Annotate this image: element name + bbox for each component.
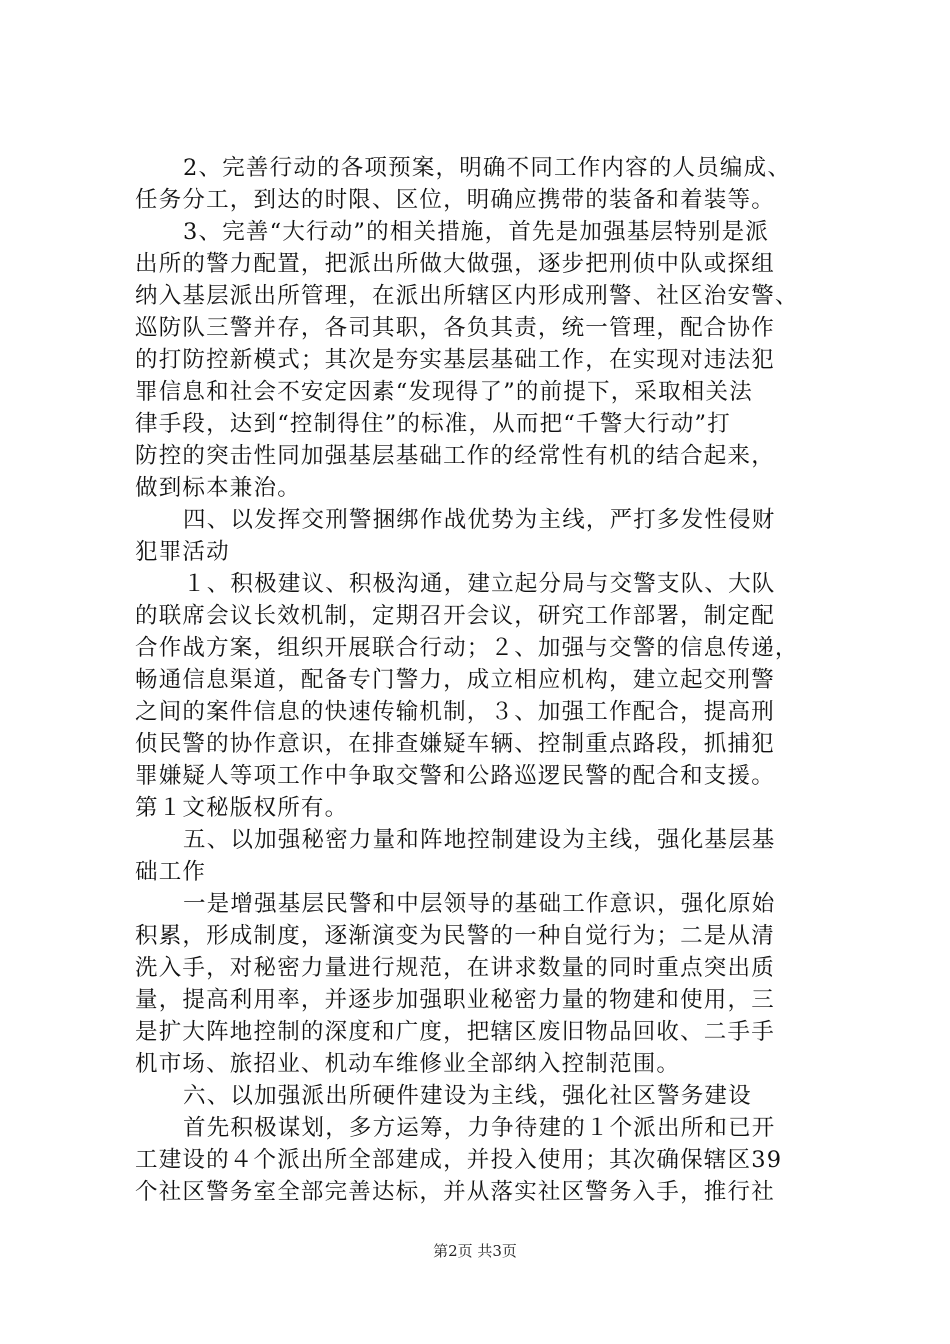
text-line: 一是增强基层民警和中层领导的基础工作意识，强化原始 <box>183 891 776 917</box>
page-footer: 第2页 共3页 <box>433 1242 517 1260</box>
text-line: 第１文秘版权所有。 <box>135 795 349 821</box>
text-line: 五、以加强秘密力量和阵地控制建设为主线，强化基层基 <box>183 827 776 853</box>
document-body <box>135 152 835 1208</box>
text-line: 首先积极谋划，多方运筹，力争待建的１个派出所和已开 <box>183 1115 776 1141</box>
text-line: 罪嫌疑人等项工作中争取交警和公路巡逻民警的配合和支援。 <box>135 763 775 789</box>
text-line: 工建设的４个派出所全部建成，并投入使用；其次确保辖区39 <box>135 1147 783 1173</box>
text-line: 个社区警务室全部完善达标，并从落实社区警务入手，推行社 <box>135 1179 775 1205</box>
text-line: 积累，形成制度，逐渐演变为民警的一种自觉行为；二是从清 <box>135 923 775 949</box>
text-line: 防控的突击性同加强基层基础工作的经常性有机的结合起来， <box>135 443 775 469</box>
text-line: 的联席会议长效机制，定期召开会议，研究工作部署，制定配 <box>135 603 775 629</box>
text-line: 是扩大阵地控制的深度和广度，把辖区废旧物品回收、二手手 <box>135 1019 775 1045</box>
text-line: １、积极建议、积极沟通，建立起分局与交警支队、大队 <box>183 571 776 597</box>
text-line: 3、完善“大行动”的相关措施，首先是加强基层特别是派 <box>183 219 770 245</box>
text-line: 纳入基层派出所管理，在派出所辖区内形成刑警、社区治安警、 <box>135 283 799 309</box>
text-line: 机市场、旅招业、机动车维修业全部纳入控制范围。 <box>135 1051 681 1077</box>
text-line: 畅通信息渠道，配备专门警力，成立相应机构，建立起交刑警 <box>135 667 775 693</box>
text-line: 出所的警力配置，把派出所做大做强，逐步把刑侦中队或探组 <box>135 251 775 277</box>
text-line: 础工作 <box>135 859 207 885</box>
text-line: 2、完善行动的各项预案，明确不同工作内容的人员编成、 <box>183 155 792 181</box>
text-line: 巡防队三警并存，各司其职，各负其责，统一管理，配合协作 <box>135 315 775 341</box>
text-line: 做到标本兼治。 <box>135 475 301 501</box>
text-line: 任务分工，到达的时限、区位，明确应携带的装备和着装等。 <box>135 187 775 213</box>
text-line: 四、以发挥交刑警捆绑作战优势为主线，严打多发性侵财 <box>183 507 776 533</box>
text-line: 罪信息和社会不安定因素“发现得了”的前提下，采取相关法 <box>135 379 753 405</box>
text-line: 犯罪活动 <box>135 539 230 565</box>
text-line: 合作战方案，组织开展联合行动；２、加强与交警的信息传递， <box>135 635 799 661</box>
text-line: 六、以加强派出所硬件建设为主线，强化社区警务建设 <box>183 1083 752 1109</box>
text-line: 之间的案件信息的快速传输机制，３、加强工作配合，提高刑 <box>135 699 775 725</box>
text-line: 的打防控新模式；其次是夯实基层基础工作，在实现对违法犯 <box>135 347 775 373</box>
text-line: 洗入手，对秘密力量进行规范，在讲求数量的同时重点突出质 <box>135 955 775 981</box>
text-line: 侦民警的协作意识，在排查嫌疑车辆、控制重点路段，抓捕犯 <box>135 731 775 757</box>
text-line: 量，提高利用率，并逐步加强职业秘密力量的物建和使用，三 <box>135 987 775 1013</box>
text-line: 律手段，达到“控制得住”的标准，从而把“千警大行动”打 <box>135 411 731 437</box>
